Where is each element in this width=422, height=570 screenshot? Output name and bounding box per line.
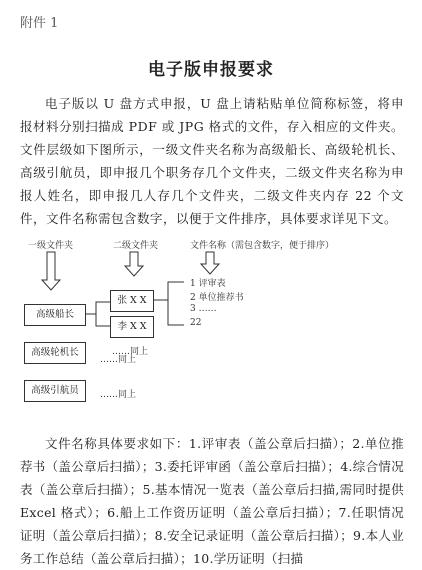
same-note: ……同上: [112, 347, 149, 357]
arrow-down-icon: [125, 252, 143, 276]
folder-person-li: 李 X X: [110, 316, 154, 338]
file-item: 1 评审表: [190, 279, 226, 289]
page-title: 电子版申报要求: [148, 60, 274, 80]
same-note: ……同上: [100, 390, 137, 400]
file-item: 22: [190, 318, 202, 328]
file-item: 3 ……: [190, 304, 217, 314]
folder-senior-captain: 高级船长: [24, 304, 86, 326]
level1-header: 一级文件夹: [28, 241, 74, 251]
arrow-down-icon: [201, 252, 219, 274]
level2-header: 二级文件夹: [113, 241, 159, 251]
detail-paragraph: 文件名称具体要求如下：1.评审表（盖公章后扫描）；2.单位推荐书（盖公章后扫描）；3.委托评审函（盖公章后扫描）；4.综合情况表（盖公章后扫描）；5.基本情况一览表（盖公章后扫描,需同时提供 Excel 格式）；6.船上工作资历证明（盖公章后扫描）；7.任职情况证明（盖公章后扫描）；8.安全记录证明（盖公章后扫描）；9.本人业务工作总结（盖公章后扫描）；10.学历证明（扫描: [20, 436, 404, 566]
folder-diagram: [0, 230, 422, 420]
arrow-down-icon: [42, 252, 60, 290]
folder-senior-engineer: 高级轮机长: [24, 342, 86, 364]
files-header: 文件名称（需包含数字，便于排序）: [190, 241, 335, 251]
file-item: 2 单位推荐书: [190, 293, 244, 303]
intro-paragraph: 电子版以 U 盘方式申报，U 盘上请粘贴单位简称标签，将申报材料分别扫描成 PDF 或 JPG 格式的文件，存入相应的文件夹。文件层级如下图所示，一级文件夹名称为高级船长、高级轮机长、高级引航员，即申报几个职务存几个文件夹，二级文件夹名称为申报人姓名，即申报几人存几个文件夹，二级文件夹内存 22 个文件，文件名称需包含数字，以便于文件排序，具体要求详见下文。: [20, 96, 404, 226]
annex-label: 附件 1: [20, 16, 59, 31]
folder-senior-pilot: 高级引航员: [24, 380, 86, 402]
folder-person-zhang: 张 X X: [110, 290, 154, 312]
same-note: ……同上: [100, 355, 137, 365]
